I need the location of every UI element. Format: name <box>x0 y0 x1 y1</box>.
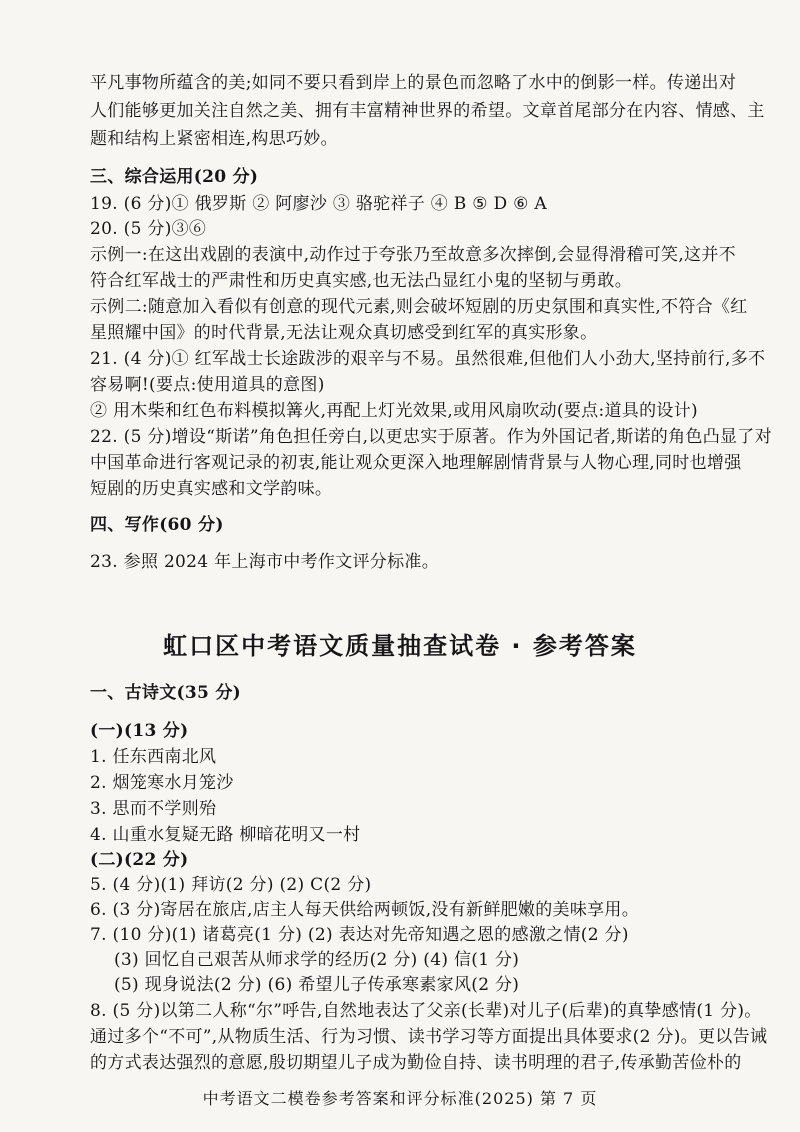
document-title: 虹口区中考语文质量抽查试卷 · 参考答案 <box>163 632 637 660</box>
answer-7: 7. (10 分)(1) 诸葛亮(1 分) (2) 表达对先帝知遇之恩的感激之情(2 分) <box>90 925 629 945</box>
subsection-heading: (二)(22 分) <box>90 850 189 870</box>
answer-5: 5. (4 分)(1) 拜访(2 分) (2) C(2 分) <box>90 875 372 895</box>
paragraph-line: 平凡事物所蕴含的美;如同不要只看到岸上的景色而忽略了水中的倒影一样。传递出对 <box>90 73 737 93</box>
answer-line: (3) 回忆自己艰苦从师求学的经历(2 分) (4) 信(1 分) <box>114 950 520 970</box>
subsection-heading: (一)(13 分) <box>90 721 189 741</box>
answer-line: 容易啊!(要点:使用道具的意图) <box>90 375 325 395</box>
answer-8: 8. (5 分)以第二人称“尔”呼告,自然地表达了父亲(长辈)对儿子(后辈)的真挚感情(1 分)。 <box>90 1001 762 1021</box>
list-item: 2. 烟笼寒水月笼沙 <box>90 773 234 793</box>
answer-22: 22. (5 分)增设“斯诺”角色担任旁白,以更忠实于原著。作为外国记者,斯诺的角色凸显了对 <box>90 427 772 447</box>
answer-line: (5) 现身说法(2 分) (6) 希望儿子传承寒素家风(2 分) <box>114 975 520 995</box>
answer-20: 20. (5 分)③⑥ <box>90 219 207 239</box>
answer-19: 19. (6 分)① 俄罗斯 ② 阿廖沙 ③ 骆驼祥子 ④ B ⑤ D ⑥ A <box>90 194 547 214</box>
section-heading: 四、写作(60 分) <box>90 515 224 535</box>
answer-line: 通过多个“不可”,从物质生活、行为习惯、读书学习等方面提出具体要求(2 分)。更以告诫 <box>90 1027 768 1047</box>
answer-line: 符合红军战士的严肃性和历史真实感,也无法凸显红小鬼的坚韧与勇敢。 <box>90 271 633 291</box>
answer-line: 星照耀中国》的时代背景,无法让观众真切感受到红军的真实形象。 <box>90 323 598 343</box>
section-heading: 三、综合运用(20 分) <box>90 167 259 187</box>
paragraph-line: 人们能够更加关注自然之美、拥有丰富精神世界的希望。文章首尾部分在内容、情感、主 <box>90 101 765 121</box>
paragraph-line: 题和结构上紧密相连,构思巧妙。 <box>90 129 338 149</box>
answer-line: 的方式表达强烈的意愿,殷切期望儿子成为勤俭自持、读书明理的君子,传承勤苦俭朴的 <box>90 1053 742 1073</box>
section-heading: 一、古诗文(35 分) <box>90 683 241 703</box>
answer-line: 示例一:在这出戏剧的表演中,动作过于夸张乃至故意多次摔倒,会显得滑稽可笑,这并不 <box>90 245 736 265</box>
answer-line: 示例二:随意加入看似有创意的现代元素,则会破坏短剧的历史氛围和真实性,不符合《红 <box>90 297 748 317</box>
list-item: 4. 山重水复疑无路 柳暗花明又一村 <box>90 825 361 845</box>
answer-line: 短剧的历史真实感和文学韵味。 <box>90 479 333 499</box>
answer-line: 中国革命进行客观记录的初衷,能让观众更深入地理解剧情背景与人物心理,同时也增强 <box>90 453 742 473</box>
answer-line: ② 用木柴和红色布料模拟篝火,再配上灯光效果,或用风扇吹动(要点:道具的设计) <box>90 401 698 421</box>
answer-6: 6. (3 分)寄居在旅店,店主人每天供给两顿饭,没有新鲜肥嫩的美味享用。 <box>90 900 640 920</box>
list-item: 3. 思而不学则殆 <box>90 799 217 819</box>
answer-21: 21. (4 分)① 红军战士长途跋涉的艰辛与不易。虽然很难,但他们人小劲大,坚持前行,多不 <box>90 349 766 369</box>
page-footer: 中考语文二模卷参考答案和评分标准(2025) 第 7 页 <box>202 1089 598 1108</box>
list-item: 1. 任东西南北风 <box>90 747 217 767</box>
answer-23: 23. 参照 2024 年上海市中考作文评分标准。 <box>90 552 440 572</box>
